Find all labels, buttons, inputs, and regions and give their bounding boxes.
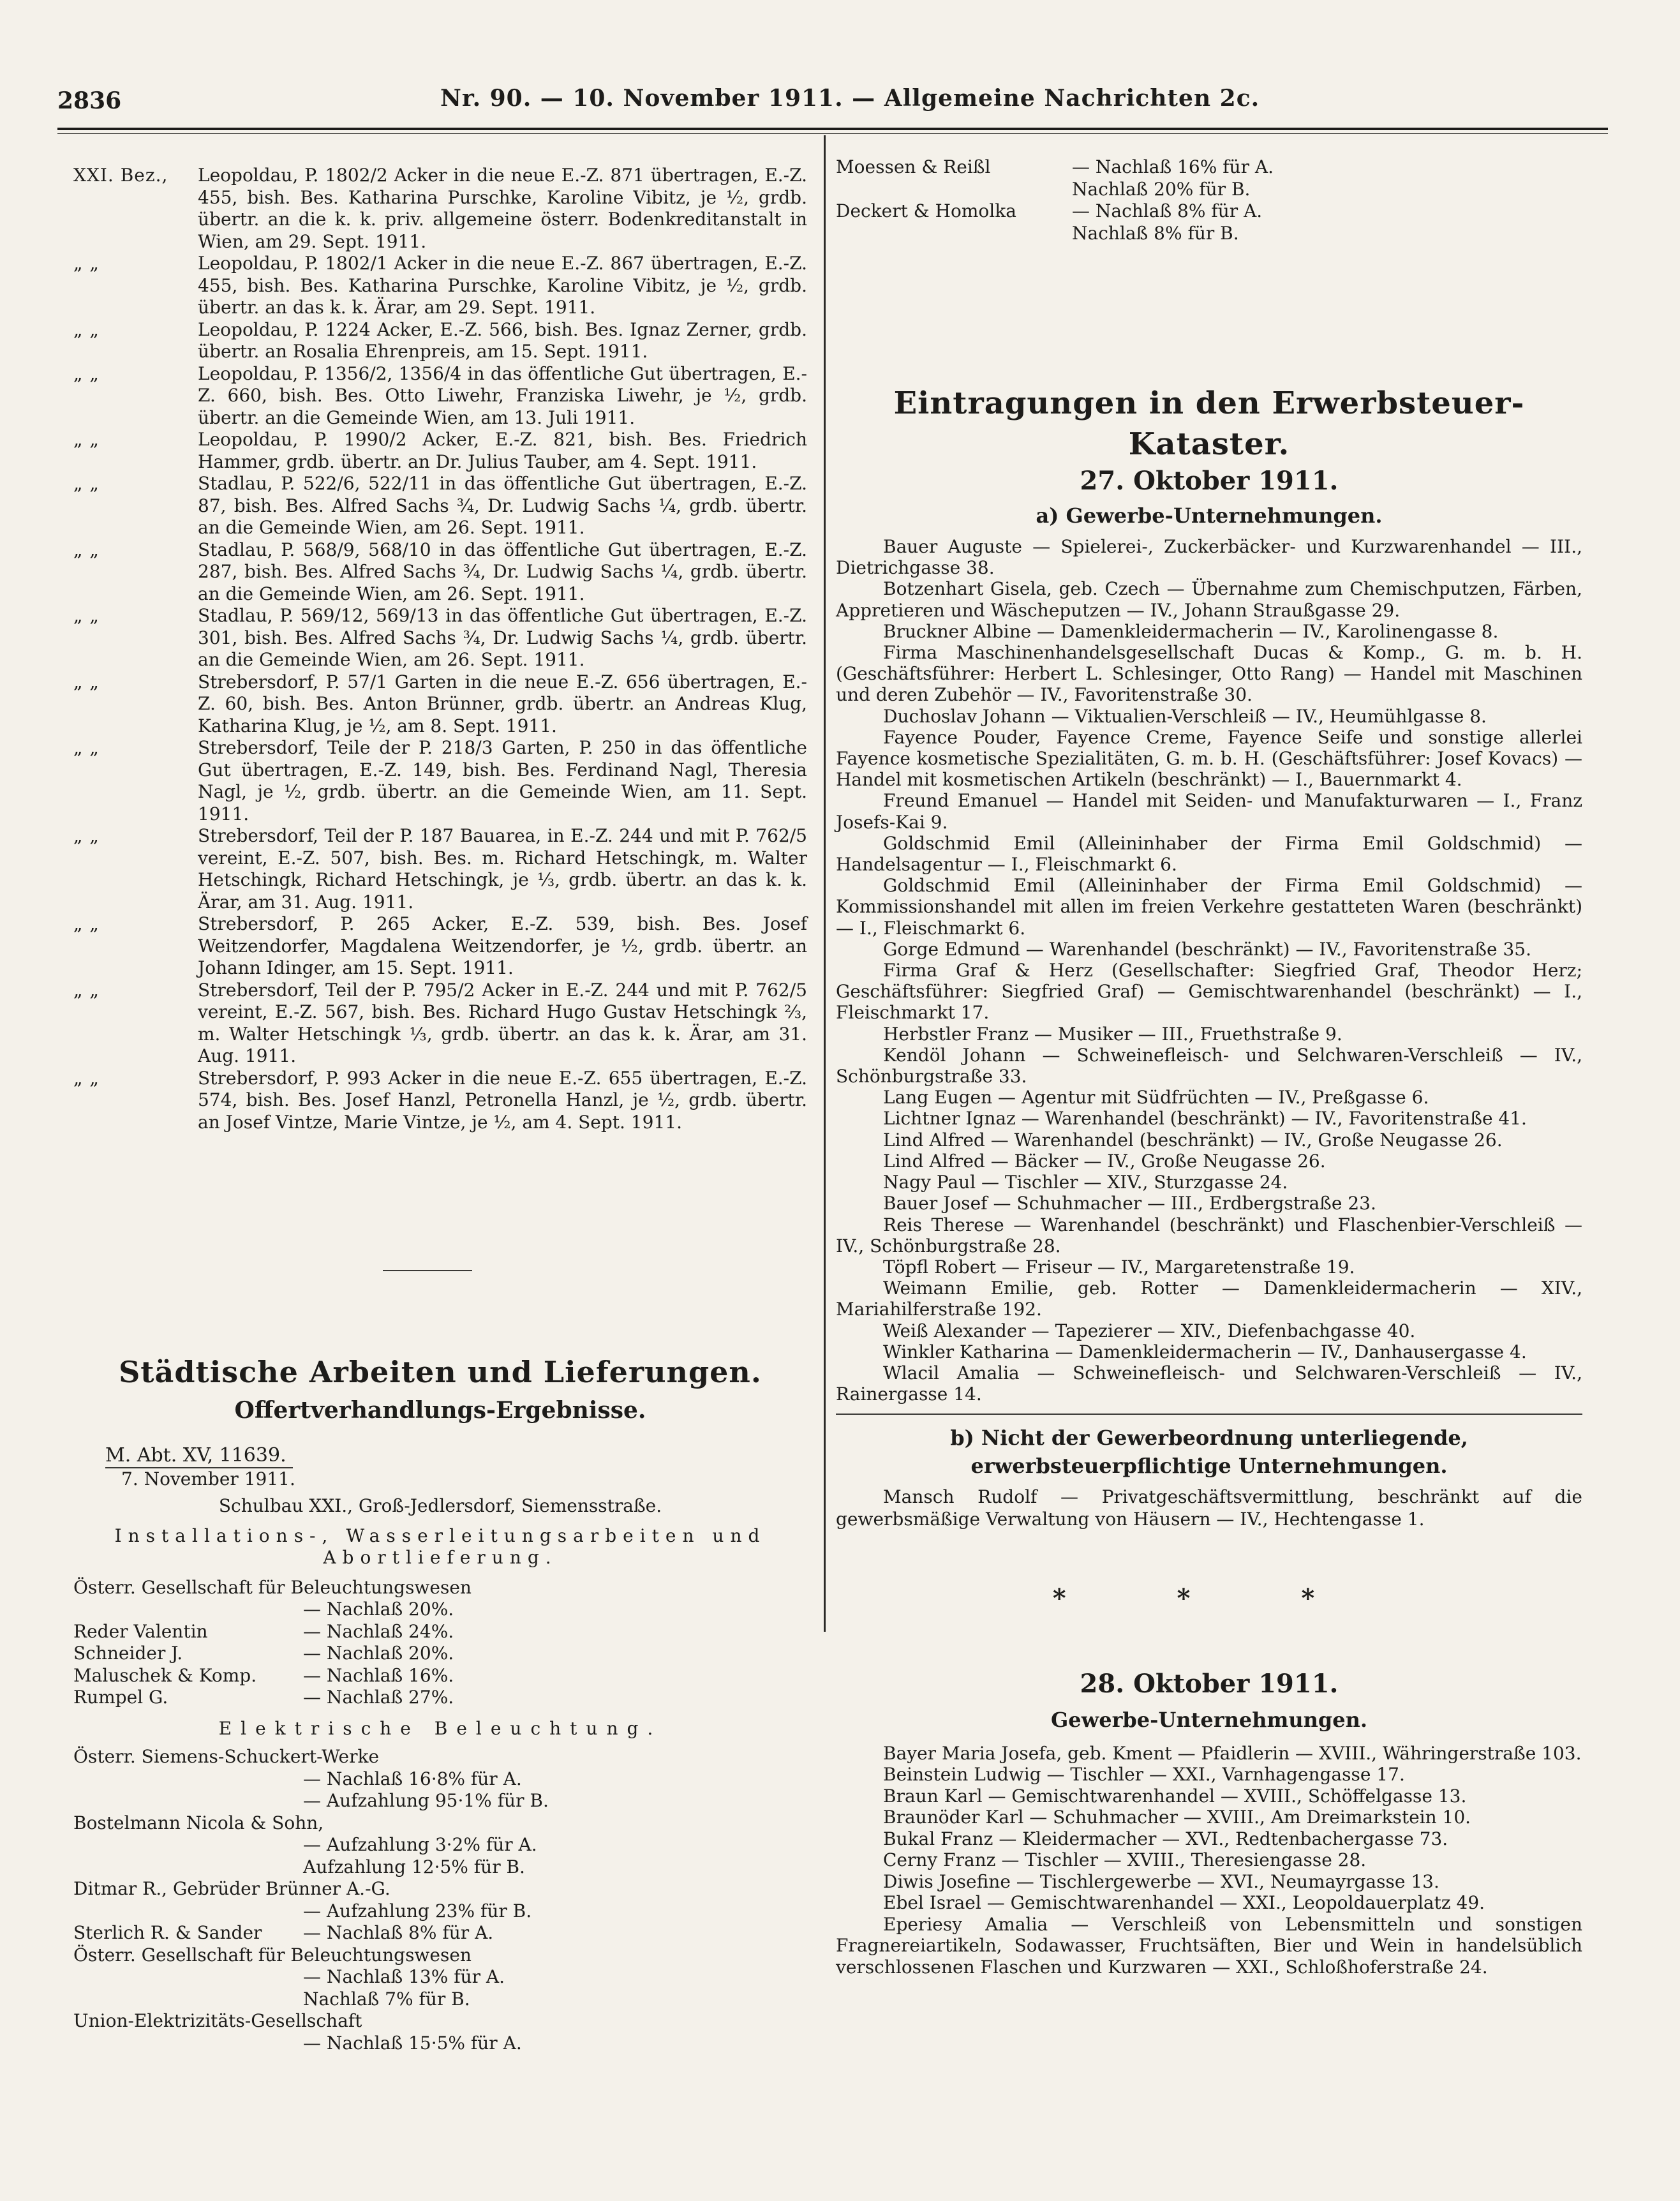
row-name <box>73 1790 303 1812</box>
register-entry: Nagy Paul — Tischler — XIV., Sturzgasse 24. <box>883 1172 1288 1193</box>
register-entry: Fayence Pouder, Fayence Creme, Fayence Seife und sonstige allerlei Fayence kosmetische Spezialitäten, G. m. b. H. (Geschäftsführer: Josef Kovacs) — Handel mit kosmetischen Artikeln (beschränkt) — I., Bauernmarkt 4. <box>836 726 1582 791</box>
property-district: „ „ <box>73 605 100 626</box>
row-name <box>73 1966 303 1988</box>
row-value: Nachlaß 20% für B. <box>1072 178 1251 200</box>
register-entry: Braun Karl — Gemischtwarenhandel — XVIII., Schöffelgasse 13. <box>883 1785 1467 1807</box>
table-row <box>73 1577 807 1599</box>
property-district: „ „ <box>73 539 100 560</box>
register-entry: Firma Maschinenhandelsgesellschaft Ducas & Komp., G. m. b. H. (Geschäftsführer: Herbert L. Schlesinger, Otto Rang) — Handel mit Maschinen und deren Zubehör — IV., Favoritenstraße 30. <box>836 642 1582 706</box>
property-district: „ „ <box>73 1067 100 1089</box>
row-value: — Nachlaß 16·8% für A. <box>303 1768 522 1789</box>
table-row <box>836 179 1582 201</box>
row-name: Bostelmann Nicola & Sohn, <box>73 1812 324 1833</box>
property-district: „ „ <box>73 473 100 494</box>
row-value: — Nachlaß 8% für A. <box>1072 200 1263 221</box>
column-divider <box>824 135 826 1632</box>
table-row <box>73 1944 807 1967</box>
page-title: Nr. 90. — 10. November 1911. — Allgemeine Nachrichten 2c. <box>440 85 1260 112</box>
property-entry <box>73 605 807 671</box>
row-name: Sterlich R. & Sander <box>73 1922 262 1943</box>
row-name: Österr. Gesellschaft für Beleuchtungswesen <box>73 1576 472 1598</box>
property-district: XXI. Bez., <box>73 165 168 186</box>
header-rule-thin <box>57 133 1608 134</box>
section-title: Städtische Arbeiten und Lieferungen. <box>119 1355 762 1389</box>
property-district: „ „ <box>73 671 100 692</box>
subsection-b-title: b) Nicht der Gewerbeordnung unterliegende, erwerbsteuerpflichtige Unternehmungen. <box>950 1426 1468 1479</box>
kataster-date-2: 28. Oktober 1911. <box>1080 1668 1339 1699</box>
register-entry: Winkler Katharina — Damenkleidermacherin — IV., Danhausergasse 4. <box>883 1341 1527 1362</box>
property-text: Strebersdorf, Teil der P. 187 Bauarea, in E.-Z. 244 und mit P. 762/5 vereint, E.-Z. 507, bish. Bes. m. Richard Hetschingk, m. Walter Hetschingk, Richard Hetschingk, je ⅓, grdb. übertr. an das k. k. Ärar, am 31. Aug. 1911. <box>198 825 807 913</box>
kataster-section <box>836 383 1582 1978</box>
separator-stars: * * * <box>1052 1583 1366 1614</box>
table-row <box>73 1988 807 2011</box>
table-row <box>836 223 1582 245</box>
register-entry: Bauer Auguste — Spielerei-, Zuckerbäcker- und Kurzwarenhandel — III., Dietrichgasse 38. <box>836 536 1582 579</box>
property-text: Stadlau, P. 522/6, 522/11 in das öffentliche Gut übertragen, E.-Z. 87, bish. Bes. Alfred Sachs ¾, Dr. Ludwig Sachs ¼, grdb. übertr. an die Gemeinde Wien, am 26. Sept. 1911. <box>198 473 807 538</box>
table-row <box>73 1790 807 1812</box>
row-value: — Nachlaß 20%. <box>303 1599 454 1620</box>
left-column <box>73 165 807 1133</box>
subsection-divider <box>836 1414 1582 1415</box>
register-entry: Firma Graf & Herz (Gesellschafter: Siegfried Graf, Theodor Herz; Geschäftsführer: Siegfried Graf) — Gemischtwarenhandel (beschränkt) — I., Fleischmarkt 17. <box>836 960 1582 1024</box>
register-entry: Weiß Alexander — Tapezierer — XIV., Diefenbachgasse 40. <box>883 1320 1416 1341</box>
page-number: 2836 <box>57 87 122 114</box>
property-entry <box>73 825 807 913</box>
row-value: — Aufzahlung 95·1% für B. <box>303 1790 549 1811</box>
register-entry: Cerny Franz — Tischler — XVIII., Theresiengasse 28. <box>883 1849 1367 1871</box>
register-entry: Lind Alfred — Warenhandel (beschränkt) — IV., Große Neugasse 26. <box>883 1129 1503 1151</box>
table-row <box>73 1812 807 1835</box>
row-name: Österr. Gesellschaft für Beleuchtungswesen <box>73 1944 472 1966</box>
row-value: — Nachlaß 27%. <box>303 1687 454 1708</box>
register-entry: Reis Therese — Warenhandel (beschränkt) und Flaschenbier-Verschleiß — IV., Schönburgstraße 28. <box>836 1214 1582 1257</box>
row-value: Aufzahlung 12·5% für B. <box>303 1856 525 1877</box>
row-name: Schneider J. <box>73 1643 183 1664</box>
section-divider <box>383 1270 472 1271</box>
property-entry <box>73 363 807 429</box>
register-entry: Bauer Josef — Schuhmacher — III., Erdbergstraße 23. <box>883 1193 1376 1214</box>
right-column <box>836 156 1582 244</box>
property-text: Strebersdorf, Teil der P. 795/2 Acker in E.-Z. 244 und mit P. 762/5 vereint, E.-Z. 567, bish. Bes. Richard Hugo Gustav Hetschingk ⅔, m. Walter Hetschingk ⅓, grdb. übertr. an das k. k. Ärar, am 31. Aug. 1911. <box>198 979 807 1066</box>
reference-number-text: M. Abt. XV, 11639. <box>105 1445 293 1468</box>
property-text: Strebersdorf, P. 993 Acker in die neue E.-Z. 655 übertragen, E.-Z. 574, bish. Bes. Josef Hanzl, Petronella Hanzl, je ½, grdb. übertr. an Josef Vintze, Marie Vintze, je ½, am 4. Sept. 1911. <box>198 1067 807 1133</box>
school-title: Schulbau XXI., Groß-Jedlersdorf, Siemensstraße. <box>218 1495 662 1516</box>
register-entry: Duchoslav Johann — Viktualien-Verschleiß — IV., Heumühlgasse 8. <box>883 705 1487 727</box>
entries-b <box>836 1486 1582 1530</box>
table-row <box>73 1768 807 1791</box>
register-entry: Lind Alfred — Bäcker — IV., Große Neugasse 26. <box>883 1150 1326 1172</box>
row-name <box>73 2033 303 2055</box>
property-text: Leopoldau, P. 1990/2 Acker, E.-Z. 821, bish. Bes. Friedrich Hammer, grdb. übertr. an Dr. Julius Tauber, am 4. Sept. 1911. <box>198 429 807 472</box>
table-row <box>73 1900 807 1923</box>
register-entry: Eperiesy Amalia — Verschleiß von Lebensmitteln und sonstigen Fragnereiartikeln, Sodawasser, Fruchtsäften, Bier und Wein in handelsüblich verschlossenen Flaschen und Kurzwaren — XXI., Schloßhoferstraße 24. <box>836 1913 1582 1978</box>
left-column-lower <box>73 1353 807 2054</box>
row-value: Nachlaß 7% für B. <box>303 1988 470 2010</box>
register-entry: Kendöl Johann — Schweinefleisch- und Selchwaren-Verschleiß — IV., Schönburgstraße 33. <box>836 1044 1582 1087</box>
row-name <box>836 179 1072 201</box>
works2-title: Elektrische Beleuchtung. <box>218 1717 662 1739</box>
property-entry <box>73 319 807 363</box>
page-header <box>57 80 1608 118</box>
register-entry: Mansch Rudolf — Privatgeschäftsvermittlung, beschränkt auf die gewerbsmäßige Verwaltung von Häusern — IV., Hechtengasse 1. <box>836 1486 1582 1530</box>
property-district: „ „ <box>73 362 100 384</box>
row-value: — Nachlaß 20%. <box>303 1643 454 1664</box>
table-row <box>73 1599 807 1621</box>
row-name <box>73 1834 303 1856</box>
register-entry: Herbstler Franz — Musiker — III., Fruethstraße 9. <box>883 1023 1342 1045</box>
property-entry <box>73 1068 807 1134</box>
entries-c <box>836 1743 1582 1978</box>
bid-results-table <box>836 156 1582 244</box>
table-row <box>73 1834 807 1856</box>
row-value: — Nachlaß 24%. <box>303 1620 454 1642</box>
row-value: Nachlaß 8% für B. <box>1072 222 1239 244</box>
property-entry <box>73 165 807 253</box>
property-district: „ „ <box>73 318 100 340</box>
property-district: „ „ <box>73 979 100 1001</box>
row-name: Deckert & Homolka <box>836 200 1016 221</box>
table-row <box>73 1746 807 1768</box>
row-value: — Aufzahlung 3·2% für A. <box>303 1834 537 1855</box>
property-entry <box>73 913 807 980</box>
register-entry: Braunöder Karl — Schuhmacher — XVIII., Am Dreimarkstein 10. <box>883 1807 1471 1828</box>
row-name: Union-Elektrizitäts-Gesellschaft <box>73 2010 362 2031</box>
row-name <box>73 1599 303 1621</box>
register-entry: Ebel Israel — Gemischtwarenhandel — XXI., Leopoldauerplatz 49. <box>883 1892 1485 1914</box>
table-row <box>73 1621 807 1643</box>
works1-table <box>73 1577 807 1709</box>
property-text: Strebersdorf, P. 265 Acker, E.-Z. 539, bish. Bes. Josef Weitzendorfer, Magdalena Weitzendorfer, je ½, grdb. übertr. an Johann Idinger, am 15. Sept. 1911. <box>198 913 807 978</box>
property-text: Stadlau, P. 569/12, 569/13 in das öffentliche Gut übertragen, E.-Z. 301, bish. Bes. Alfred Sachs ¾, Dr. Ludwig Sachs ¼, grdb. übertr. an die Gemeinde Wien, am 26. Sept. 1911. <box>198 605 807 670</box>
register-entry: Beinstein Ludwig — Tischler — XXI., Varnhagengasse 17. <box>883 1764 1405 1786</box>
property-entry <box>73 980 807 1068</box>
property-text: Leopoldau, P. 1356/2, 1356/4 in das öffentliche Gut übertragen, E.-Z. 660, bish. Bes. Otto Liwehr, Franziska Liwehr, je ½, grdb. übertr. an die Gemeinde Wien, am 13. Juli 1911. <box>198 362 807 428</box>
register-entry: Bruckner Albine — Damenkleidermacherin — IV., Karolinengasse 8. <box>883 620 1499 642</box>
row-name <box>73 1856 303 1879</box>
works1-title: Installations-, Wasserleitungsarbeiten und Abortlieferung. <box>114 1525 766 1568</box>
row-value: — Nachlaß 8% für A. <box>303 1922 494 1943</box>
register-entry: Lichtner Ignaz — Warenhandel (beschränkt) — IV., Favoritenstraße 41. <box>883 1108 1527 1130</box>
row-name: Reder Valentin <box>73 1620 208 1642</box>
property-text: Strebersdorf, Teile der P. 218/3 Garten, P. 250 in das öffentliche Gut übertragen, E.-Z. 149, bish. Bes. Ferdinand Nagl, Theresia Nagl, je ½, grdb. übertr. an die Gemeinde Wien, am 11. Sept. 1911. <box>198 737 807 824</box>
property-entry <box>73 253 807 319</box>
register-entry: Freund Emanuel — Handel mit Seiden- und Manufakturwaren — I., Franz Josefs-Kai 9. <box>836 790 1582 833</box>
table-row <box>73 2033 807 2055</box>
table-row <box>73 1687 807 1709</box>
property-entry <box>73 429 807 473</box>
register-entry: Bayer Maria Josefa, geb. Kment — Pfaidlerin — XVIII., Währingerstraße 103. <box>883 1742 1582 1764</box>
property-entry <box>73 737 807 825</box>
reference-date: 7. November 1911. <box>121 1468 295 1489</box>
property-district: „ „ <box>73 825 100 846</box>
property-district: „ „ <box>73 737 100 758</box>
row-name <box>836 223 1072 245</box>
register-entry: Goldschmid Emil (Alleininhaber der Firma Emil Goldschmid) — Kommissionshandel mit allen im freien Verkehre gestatteten Waren (beschränkt) — I., Fleischmarkt 6. <box>836 875 1582 939</box>
register-entry: Lang Eugen — Agentur mit Südfrüchten — IV., Preßgasse 6. <box>883 1087 1429 1108</box>
section-subtitle: Offertverhandlungs-Ergebnisse. <box>234 1397 646 1424</box>
table-row <box>73 1966 807 1988</box>
row-value: — Nachlaß 16%. <box>303 1664 454 1686</box>
table-row <box>73 1665 807 1687</box>
property-district: „ „ <box>73 429 100 450</box>
register-entry: Goldschmid Emil (Alleininhaber der Firma Emil Goldschmid) — Handelsagentur — I., Fleischmarkt 6. <box>836 832 1582 876</box>
register-entry: Diwis Josefine — Tischlergewerbe — XVI., Neumayrgasse 13. <box>883 1870 1439 1892</box>
property-entry <box>73 671 807 738</box>
row-value: — Nachlaß 15·5% für A. <box>303 2032 522 2054</box>
subsection-a-title: a) Gewerbe-Unternehmungen. <box>1036 504 1383 528</box>
register-entry: Weimann Emilie, geb. Rotter — Damenkleidermacherin — XIV., Mariahilferstraße 192. <box>836 1278 1582 1320</box>
table-row <box>73 2010 807 2033</box>
kataster-title: Eintragungen in den Erwerbsteuer-Kataster. <box>893 385 1525 462</box>
table-row <box>836 156 1582 179</box>
row-value: — Aufzahlung 23% für B. <box>303 1900 532 1921</box>
table-row <box>73 1878 807 1900</box>
row-name: Ditmar R., Gebrüder Brünner A.-G. <box>73 1878 390 1899</box>
subsection-c-title: Gewerbe-Unternehmungen. <box>1050 1707 1368 1732</box>
row-name: Rumpel G. <box>73 1687 168 1708</box>
table-row <box>73 1643 807 1665</box>
row-value: — Nachlaß 13% für A. <box>303 1966 505 1987</box>
table-row <box>73 1856 807 1879</box>
register-entry: Töpfl Robert — Friseur — IV., Margaretenstraße 19. <box>883 1256 1355 1278</box>
register-entry: Wlacil Amalia — Schweinefleisch- und Selchwaren-Verschleiß — IV., Rainergasse 14. <box>836 1362 1582 1405</box>
register-entry: Botzenhart Gisela, geb. Czech — Übernahme zum Chemischputzen, Färben, Appretieren und Wäscheputzen — IV., Johann Straußgasse 29. <box>836 578 1582 621</box>
row-name <box>73 1988 303 2011</box>
row-name: Maluschek & Komp. <box>73 1664 257 1686</box>
property-district: „ „ <box>73 913 100 934</box>
property-text: Strebersdorf, P. 57/1 Garten in die neue E.-Z. 656 übertragen, E.-Z. 60, bish. Bes. Anton Brünner, grdb. übertr. an Andreas Klug, Katharina Klug, je ½, am 8. Sept. 1911. <box>198 671 807 736</box>
property-text: Leopoldau, P. 1802/2 Acker in die neue E.-Z. 871 übertragen, E.-Z. 455, bish. Bes. Katharina Purschke, Karoline Vibitz, je ½, grdb. übertr. an die k. k. priv. allgemeine österr. Bodenkreditanstalt in Wien, am 29. Sept. 1911. <box>198 165 807 252</box>
row-name: Österr. Siemens-Schuckert-Werke <box>73 1746 380 1767</box>
property-district: „ „ <box>73 253 100 274</box>
row-name <box>73 1768 303 1791</box>
header-rule <box>57 128 1608 130</box>
property-transfers <box>73 165 807 1133</box>
property-entry <box>73 473 807 539</box>
property-text: Stadlau, P. 568/9, 568/10 in das öffentliche Gut übertragen, E.-Z. 287, bish. Bes. Alfred Sachs ¾, Dr. Ludwig Sachs ¼, grdb. übertr. an die Gemeinde Wien, am 26. Sept. 1911. <box>198 539 807 604</box>
table-row <box>73 1922 807 1944</box>
works2-table <box>73 1746 807 2054</box>
property-text: Leopoldau, P. 1802/1 Acker in die neue E.-Z. 867 übertragen, E.-Z. 455, bish. Bes. Katharina Purschke, Karoline Vibitz, je ½, grdb. übertr. an das k. k. Ärar, am 29. Sept. 1911. <box>198 253 807 318</box>
property-text: Leopoldau, P. 1224 Acker, E.-Z. 566, bish. Bes. Ignaz Zerner, grdb. übertr. an Rosalia Ehrenpreis, am 15. Sept. 1911. <box>198 318 807 362</box>
row-name <box>73 1900 303 1923</box>
entries-a <box>836 536 1582 1405</box>
row-name: Moessen & Reißl <box>836 156 991 177</box>
register-entry: Bukal Franz — Kleidermacher — XVI., Redtenbachergasse 73. <box>883 1828 1448 1849</box>
property-entry <box>73 539 807 606</box>
reference-number <box>105 1445 807 1468</box>
table-row <box>836 200 1582 223</box>
kataster-date-1: 27. Oktober 1911. <box>1080 466 1339 496</box>
register-entry: Gorge Edmund — Warenhandel (beschränkt) — IV., Favoritenstraße 35. <box>883 938 1531 960</box>
row-value: — Nachlaß 16% für A. <box>1072 156 1274 177</box>
